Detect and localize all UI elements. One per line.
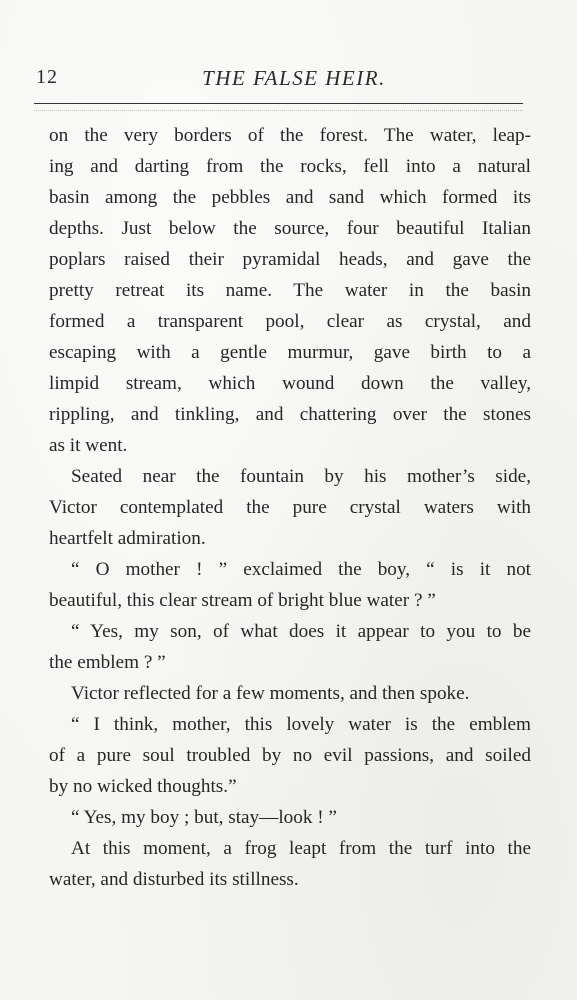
text-line: formed a transparent pool, clear as crystal, and: [49, 311, 531, 332]
text-line: beautiful, this clear stream of bright blue water ? ”: [49, 590, 436, 611]
text-line: as it went.: [49, 435, 128, 456]
text-line: “ Yes, my boy ; but, stay—look ! ”: [71, 807, 337, 828]
text-line: rippling, and tinkling, and chattering over the stones: [49, 404, 531, 425]
text-line: Victor contemplated the pure crystal waters with: [49, 497, 531, 518]
text-line: heartfelt admiration.: [49, 528, 206, 549]
header-rule: [34, 103, 523, 104]
text-line: Victor reflected for a few moments, and then spoke.: [71, 683, 470, 704]
text-line: the emblem ? ”: [49, 652, 166, 673]
page-number: 12: [36, 66, 58, 88]
header-rule-shadow: [34, 110, 523, 111]
text-line: depths. Just below the source, four beautiful Italian: [49, 218, 531, 239]
text-line: water, and disturbed its stillness.: [49, 869, 299, 890]
body-text: [49, 120, 531, 895]
text-line: limpid stream, which wound down the valley,: [49, 373, 531, 394]
text-line: pretty retreat its name. The water in the basin: [49, 280, 531, 301]
text-line: ing and darting from the rocks, fell into a natural: [49, 156, 531, 177]
text-line: on the very borders of the forest. The water, leap-: [49, 125, 531, 146]
text-line: by no wicked thoughts.”: [49, 776, 237, 797]
page-header: [36, 66, 526, 94]
text-line: “ Yes, my son, of what does it appear to you to be: [71, 621, 531, 642]
text-line: “ O mother ! ” exclaimed the boy, “ is it not: [71, 559, 531, 580]
running-title: THE FALSE HEIR.: [202, 66, 386, 90]
text-line: At this moment, a frog leapt from the turf into the: [71, 838, 531, 859]
text-line: poplars raised their pyramidal heads, and gave the: [49, 249, 531, 270]
text-line: of a pure soul troubled by no evil passions, and soiled: [49, 745, 531, 766]
text-line: Seated near the fountain by his mother’s side,: [71, 466, 531, 487]
text-line: escaping with a gentle murmur, gave birth to a: [49, 342, 531, 363]
text-line: “ I think, mother, this lovely water is the emblem: [71, 714, 531, 735]
text-line: basin among the pebbles and sand which formed its: [49, 187, 531, 208]
